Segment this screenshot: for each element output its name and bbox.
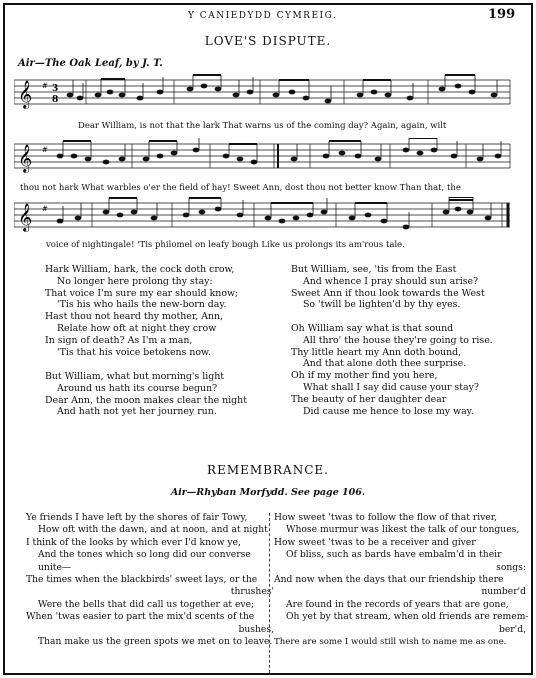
verse-line: Were the bells that did call us together at eve;	[38, 598, 255, 610]
verse-line: When 'twas easier to part the mix'd scents of the	[26, 611, 255, 623]
verse-line: Hast thou not heard thy mother, Ann,	[45, 311, 224, 323]
remembrance-right-column	[274, 512, 530, 648]
verse-line: number'd	[481, 586, 526, 598]
verse-line: I think of the looks by which ever I'd know ye,	[26, 536, 241, 548]
music-staff-1	[14, 74, 514, 118]
verse-line: ber'd,	[498, 623, 526, 635]
verse-left-stanza-1	[45, 264, 238, 358]
verse-line: And the tones which so long did our converse	[38, 549, 251, 561]
verse-line: Than make us the green spots we met on to leave.	[38, 636, 273, 648]
verse-line: Oh yet by that stream, when old friends are remem-	[286, 611, 529, 623]
lyric-line-3: voice of nightingale! 'Tis philomel on leafy bough Like us prolongs its am'rous tale.	[46, 240, 405, 250]
verse-line: Hark William, hark, the cock doth crow,	[45, 264, 235, 275]
svg-text:8: 8	[52, 95, 59, 105]
column-divider	[269, 513, 270, 673]
svg-text:𝄞: 𝄞	[18, 80, 33, 108]
music-staff-3	[14, 197, 514, 241]
verse-line: How sweet 'twas to follow the flow of that river,	[274, 512, 498, 523]
verse-line: No longer here prolong thy stay:	[57, 275, 213, 287]
remembrance-left-column	[26, 512, 278, 648]
air-note-rhyban-morfydd: Air—Rhyban Morfydd. See page 106.	[170, 487, 366, 498]
running-title: Y CANIEDYDD CYMREIG.	[188, 11, 338, 21]
music-staff-2	[14, 138, 514, 182]
verse-right-stanza-1	[291, 264, 485, 311]
verse-line: And that alone doth thee surprise.	[303, 358, 467, 370]
svg-text:#: #	[42, 205, 48, 213]
verse-line: Dear Ann, the moon makes clear the night	[45, 394, 247, 406]
verse-left-stanza-2	[45, 371, 247, 418]
verse-line: And now when the days that our friendship there	[274, 574, 504, 586]
verse-line: bushes,	[238, 623, 274, 635]
svg-text:𝄞: 𝄞	[18, 144, 33, 172]
verse-line: And whence I pray should sun arise?	[303, 275, 479, 287]
verse-line: And hath not yet her journey run.	[57, 406, 217, 418]
verse-line: Sweet Ann if thou look towards the West	[291, 287, 485, 299]
verse-line: Of bliss, such as bards have embalm'd in their	[286, 549, 502, 561]
verse-line: 'Tis his who hails the new-born day.	[57, 299, 227, 311]
verse-line: But William, what but morning's light	[45, 371, 225, 382]
svg-text:𝄞: 𝄞	[18, 203, 33, 231]
verse-line: 'Tis that his voice betokens now.	[57, 346, 211, 358]
verse-line: There are some I would still wish to name me as one.	[274, 637, 507, 648]
verse-line: Oh William say what is that sound	[291, 323, 454, 334]
verse-line: The times when the blackbirds' sweet lays, or the	[26, 574, 258, 586]
verse-line: In sign of death? As I'm a man,	[45, 334, 193, 346]
verse-line: How oft with the dawn, and at noon, and at night	[38, 524, 268, 536]
verse-line: How sweet 'twas to be a receiver and giver	[274, 536, 476, 548]
verse-line: The beauty of her daughter dear	[291, 393, 447, 405]
lyric-line-2: thou not hark What warbles o'er the field of hay! Sweet Ann, dost thou not better know Than that, the	[20, 183, 461, 193]
verse-line: All thro' the house they're going to rise.	[303, 334, 493, 346]
verse-line: But William, see, 'tis from the East	[291, 264, 457, 275]
verse-line: What shall I say did cause your stay?	[303, 381, 479, 393]
verse-line: Did cause me hence to lose my way.	[303, 405, 474, 417]
verse-line: Ye friends I have left by the shores of fair Towy,	[26, 512, 248, 523]
svg-text:3: 3	[52, 84, 59, 94]
page-number: 199	[488, 7, 516, 22]
song-title-remembrance: REMEMBRANCE.	[207, 463, 329, 477]
svg-text:#: #	[42, 146, 48, 154]
verse-line: Are found in the records of years that are gone,	[286, 598, 509, 610]
verse-line: unite—	[38, 561, 72, 573]
verse-line: That voice I'm sure my ear should know;	[45, 287, 239, 299]
verse-line: Around us hath its course begun?	[57, 382, 218, 394]
song-title-loves-dispute: LOVE'S DISPUTE.	[204, 34, 332, 48]
verse-line: thrushes'	[230, 586, 274, 598]
verse-right-stanza-2	[291, 323, 493, 417]
verse-line: Oh if my mother find you here,	[291, 370, 438, 382]
verse-line: songs:	[496, 561, 526, 573]
lyric-line-1: Dear William, is not that the lark That warns us of the coming day? Again, again, wilt	[78, 121, 447, 131]
verse-line: Thy little heart my Ann doth bound,	[291, 346, 462, 358]
svg-text:#: #	[42, 82, 48, 90]
verse-line: Whose murmur was likest the talk of our tongues,	[286, 524, 520, 536]
verse-line: So 'twill be lighten'd by thy eyes.	[303, 299, 461, 311]
verse-line: Relate how oft at night they crow	[57, 322, 217, 334]
air-note-oak-leaf: Air—The Oak Leaf, by J. T.	[18, 58, 163, 69]
